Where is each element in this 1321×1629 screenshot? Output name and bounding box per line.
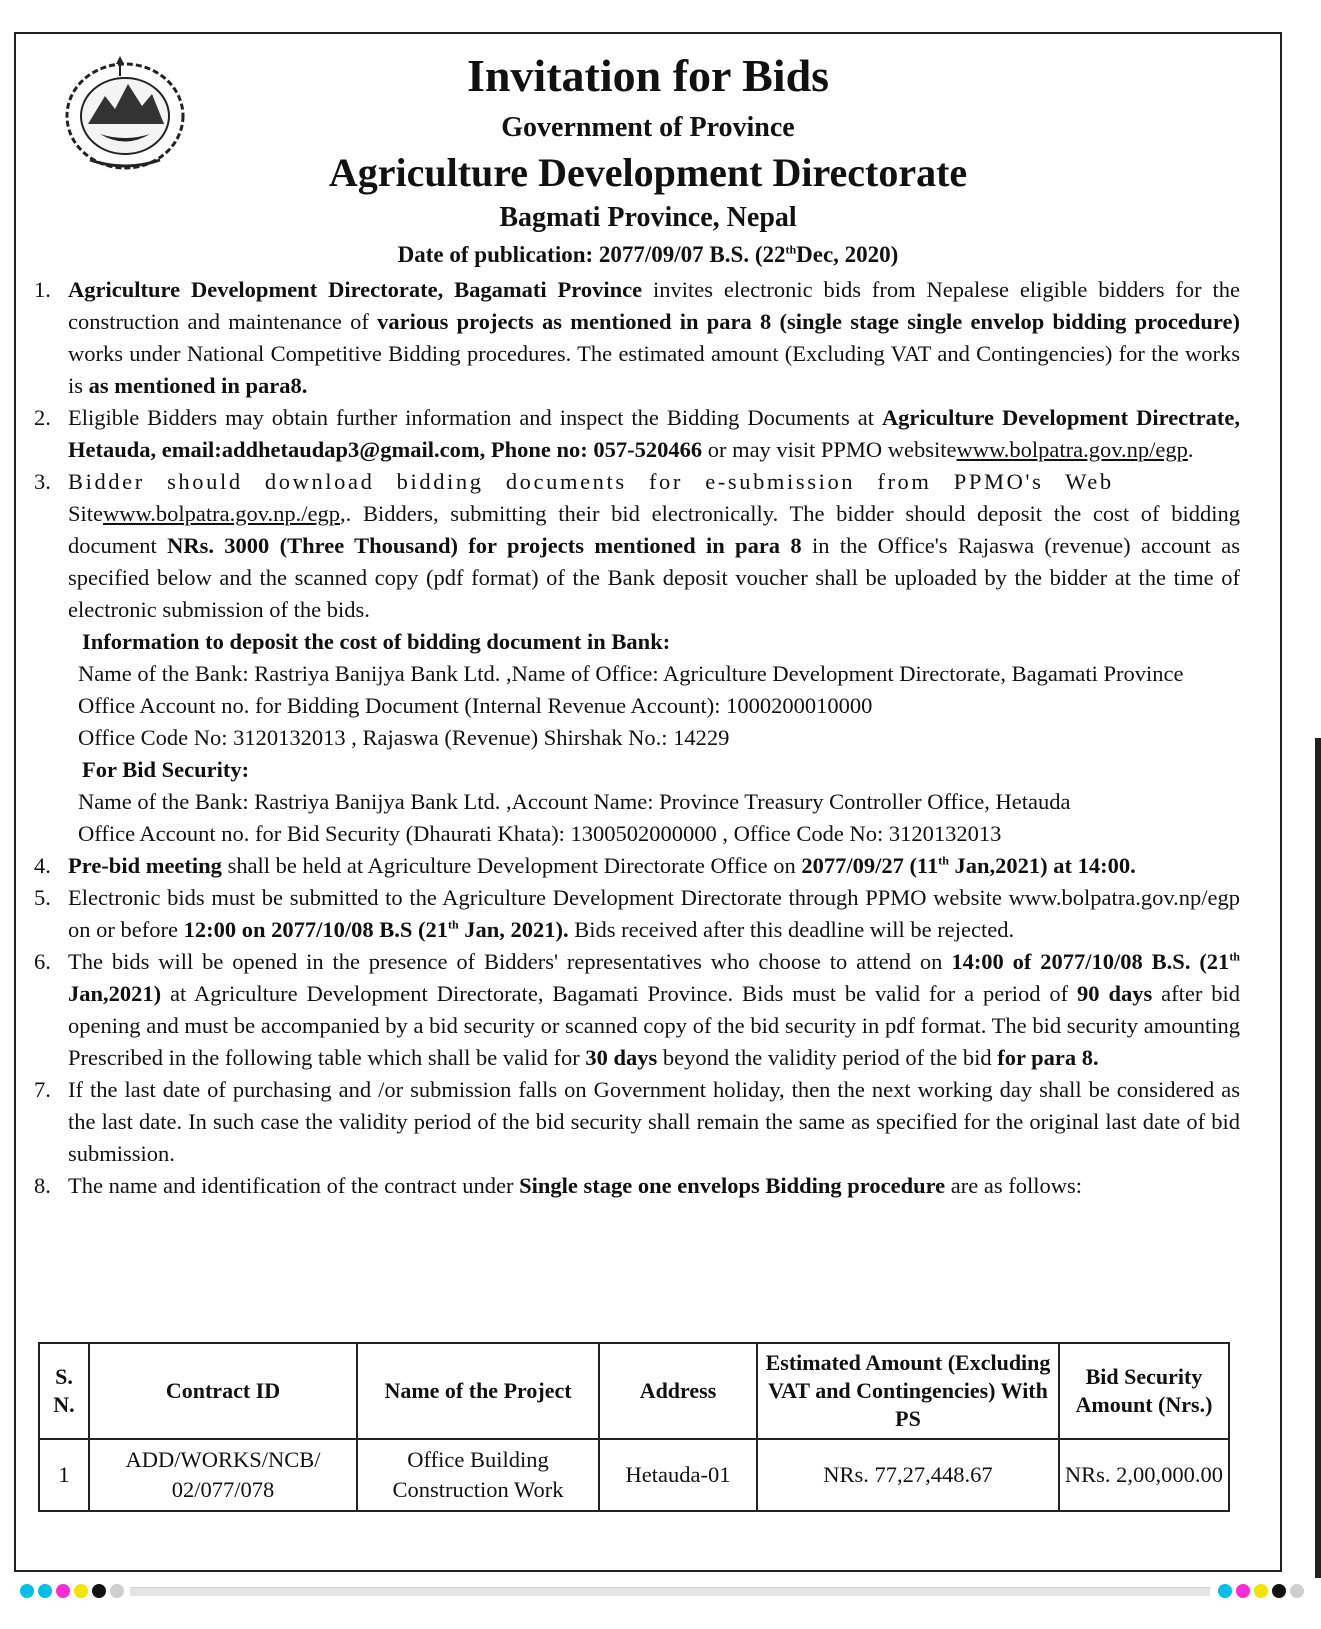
paragraph-6: 6. The bids will be opened in the presence of Bidders' representatives who choose to attend on 14:00 of 2077/10/08 B.S. (21th Jan,2021) at Agriculture Development Directorate, Bagamati Province. Bids must be valid for a period of 90 days after bid opening and must be accompanied by a bid security or scanned copy of the bid security in pdf format. The bid security amounting Prescribed in the following table which shall be valid for 30 days beyond the validity period of the bid for para 8.: [34, 949, 1240, 1070]
paragraph-8: 8. The name and identification of the contract under Single stage one envelops Bidding procedure are as follows:: [34, 1173, 1083, 1198]
col-sn: S. N.: [39, 1343, 89, 1439]
paragraph-5: 5. Electronic bids must be submitted to the Agriculture Development Directorate through PPMO website www.bolpatra.gov.np/egp on or before 12:00 on 2077/10/08 B.S (21th Jan, 2021). Bids received after this deadline will be rejected.: [34, 885, 1240, 942]
registration-dots-right: [1218, 1584, 1304, 1598]
cell-address: Hetauda-01: [599, 1439, 757, 1511]
bank-info-line: Office Code No: 3120132013 , Rajaswa (Revenue) Shirshak No.: 14229: [78, 725, 730, 750]
col-estimated-amount: Estimated Amount (Excluding VAT and Contingencies) With PS: [757, 1343, 1059, 1439]
table-header-row: [39, 1343, 1229, 1439]
notice-title: Invitation for Bids: [466, 50, 830, 101]
magenta-dot-icon: [56, 1584, 70, 1598]
cyan-dot-icon: [20, 1584, 34, 1598]
cell-estimated-amount: NRs. 77,27,448.67: [757, 1439, 1059, 1511]
cell-sn: 1: [39, 1439, 89, 1511]
cell-bid-security: NRs. 2,00,000.00: [1059, 1439, 1229, 1511]
yellow-dot-icon: [74, 1584, 88, 1598]
bid-security-heading: For Bid Security:: [82, 757, 250, 782]
col-contract-id: Contract ID: [89, 1343, 357, 1439]
col-address: Address: [599, 1343, 757, 1439]
page-edge-mark: [1315, 738, 1321, 1578]
registration-dots-left: [20, 1584, 124, 1598]
government-line: Government of Province: [501, 112, 795, 143]
bank-info-line: Office Account no. for Bidding Document (Internal Revenue Account): 1000200010000: [78, 693, 873, 718]
bid-notice: [14, 32, 1282, 1572]
black-dot-icon: [1272, 1584, 1286, 1598]
cyan-dot-icon: [38, 1584, 52, 1598]
paragraph-4: 4. Pre-bid meeting shall be held at Agriculture Development Directorate Office on 2077/09/27 (11th Jan,2021) at 14:00.: [34, 853, 1136, 878]
bid-security-line: Name of the Bank: Rastriya Banijya Bank Ltd. ,Account Name: Province Treasury Controller Office, Hetauda: [78, 789, 1071, 814]
paragraph-3: 3. Bidder should download bidding documents for e-submission from PPMO's Web Sitewww.bolpatra.gov.np./egp,. Bidders, submitting their bid electronically. The bidder should deposit the cost of bidding document NRs. 3000 (Three Thousand) for projects mentioned in para 8 in the Office's Rajaswa (revenue) account as specified below and the scanned copy (pdf format) of the Bank deposit voucher shall be uploaded by the bidder at the time of electronic submission of the bids.: [34, 469, 1241, 622]
paragraph-1: 1. Agriculture Development Directorate, Bagamati Province invites electronic bids from Nepalese eligible bidders for the construction and maintenance of various projects as mentioned in para 8 (single stage single envelop bidding procedure) works under National Competitive Bidding procedures. The estimated amount (Excluding VAT and Contingencies) for the works is as mentioned in para8.: [34, 277, 1240, 398]
black-dot-icon: [92, 1584, 106, 1598]
bank-info-heading: Information to deposit the cost of bidding document in Bank:: [82, 629, 671, 654]
table-row: [39, 1439, 1229, 1511]
contract-table: [38, 1342, 1230, 1512]
bank-info-line: Name of the Bank: Rastriya Banijya Bank Ltd. ,Name of Office: Agriculture Development Directorate, Bagamati Province: [78, 661, 1184, 686]
ppmo-link[interactable]: www.bolpatra.gov.np/egp: [956, 437, 1188, 462]
col-bid-security: Bid Security Amount (Nrs.): [1059, 1343, 1229, 1439]
province-line: Bagmati Province, Nepal: [499, 202, 797, 233]
paragraph-7: 7. If the last date of purchasing and /or submission falls on Government holiday, then the next working day shall be considered as the last date. In such case the validity period of the bid security shall remain the same as specified for the original last date of bid submission.: [34, 1077, 1240, 1166]
magenta-dot-icon: [1236, 1584, 1250, 1598]
cell-project: Office Building Construction Work: [357, 1439, 599, 1511]
organization-name: Agriculture Development Directorate: [328, 150, 968, 195]
notice-body: [26, 274, 1240, 1202]
col-project: Name of the Project: [357, 1343, 599, 1439]
bid-security-line: Office Account no. for Bid Security (Dhaurati Khata): 1300502000000 , Office Code No: 3120132013: [78, 821, 1002, 846]
gray-dot-icon: [1290, 1584, 1304, 1598]
yellow-dot-icon: [1254, 1584, 1268, 1598]
gray-dot-icon: [110, 1584, 124, 1598]
color-strip: [130, 1587, 1210, 1596]
cell-contract-id: ADD/WORKS/NCB/ 02/077/078: [89, 1439, 357, 1511]
publication-date: Date of publication: 2077/09/07 B.S. (22thDec, 2020): [397, 242, 899, 267]
ppmo-egp-link[interactable]: www.bolpatra.gov.np./egp: [103, 501, 341, 526]
cyan-dot-icon: [1218, 1584, 1232, 1598]
paragraph-2: 2. Eligible Bidders may obtain further information and inspect the Bidding Documents at Agriculture Development Directrate, Hetauda, email:addhetaudap3@gmail.com, Phone no: 057-520466 or may visit PPMO websitewww.bolpatra.gov.np/egp.: [34, 405, 1240, 462]
